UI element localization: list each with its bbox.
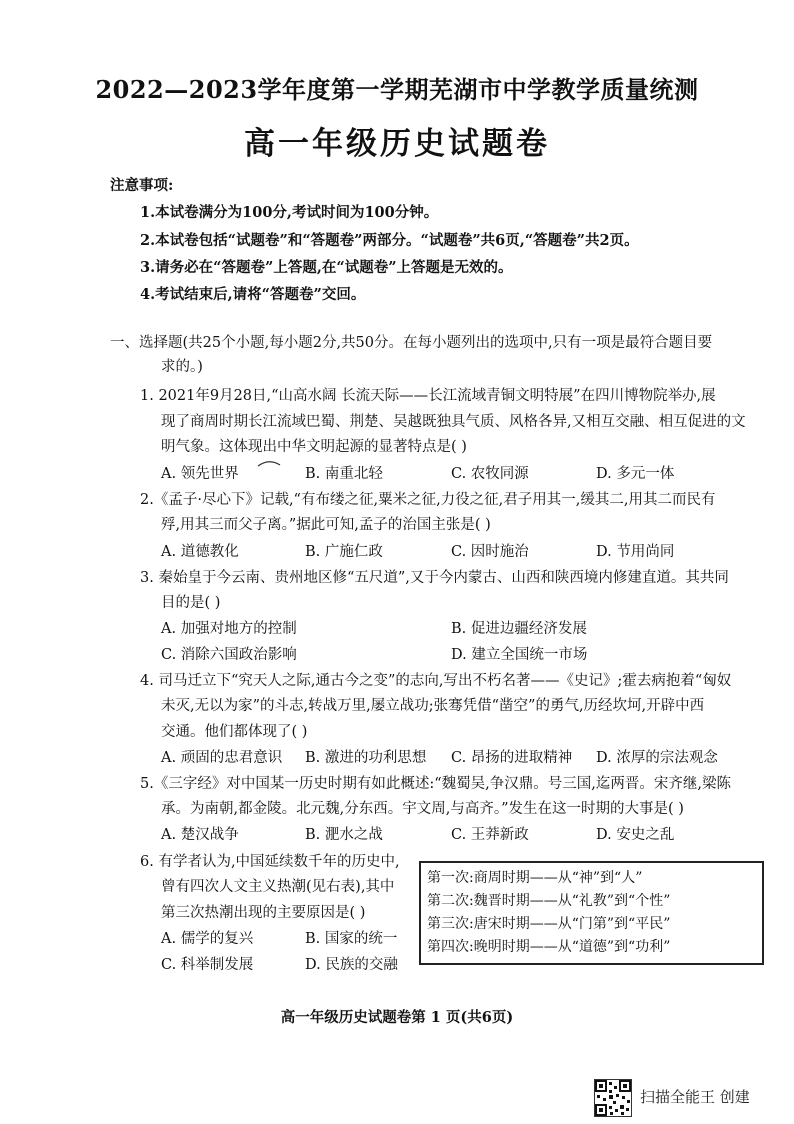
question-4-text: 4. 司马迁立下“究天人之际,通古今之变”的志向,写出不朽名著——《史记》;霍去病抱着“匈奴 <box>140 673 732 689</box>
notice-item: 1.本试卷满分为100分,考试时间为100分钟。 <box>140 204 439 221</box>
exam-subtitle: 高一年级历史试题卷 <box>244 126 550 162</box>
question-6-option-a: A. 儒学的复兴 <box>161 931 254 947</box>
question-5-option-d: D. 安史之乱 <box>596 827 675 843</box>
question-4-option-c: C. 昂扬的进取精神 <box>451 750 573 766</box>
table-row: 第二次:魏晋时期——从“礼教”到“个性” <box>427 893 671 909</box>
notice-item: 2.本试卷包括“试题卷”和“答题卷”两部分。“试题卷”共6页,“答题卷”共2页。 <box>140 232 639 249</box>
question-3-option-a: A. 加强对地方的控制 <box>161 621 297 637</box>
question-3-text: 3. 秦始皇于今云南、贵州地区修“五尺道”,又于今内蒙古、山西和陕西境内修建直道。其共同 <box>140 570 729 586</box>
question-5-option-a: A. 楚汉战争 <box>161 827 239 843</box>
question-1-option-b: B. 南重北轻 <box>305 466 383 482</box>
pen-mark-icon <box>256 458 282 468</box>
question-1-option-c: C. 农牧同源 <box>451 466 529 482</box>
question-3-option-c: C. 消除六国政治影响 <box>161 647 297 663</box>
question-3-text: 目的是( ) <box>161 595 221 611</box>
question-6-text: 6. 有学者认为,中国延续数千年的历史中, <box>140 854 400 870</box>
humanism-table <box>419 861 764 965</box>
notice-item: 4.考试结束后,请将“答题卷”交回。 <box>140 286 366 303</box>
table-row: 第四次:晚明时期——从“道德”到“功利” <box>427 939 671 955</box>
qr-code-icon <box>594 1079 632 1117</box>
question-2-option-c: C. 因时施治 <box>451 544 529 560</box>
question-5-text: 5.《三字经》对中国某一历史时期有如此概述:“魏蜀吴,争汉鼎。号三国,迄两晋。宋齐继,梁陈 <box>140 776 731 792</box>
section-heading-cont: 求的。) <box>161 359 203 375</box>
question-1-option-d: D. 多元一体 <box>596 466 675 482</box>
question-2-option-a: A. 道德教化 <box>161 544 239 560</box>
question-1-text: 1. 2021年9月28日,“山高水阔 长流天际——长江流域青铜文明特展”在四川博物院举办,展 <box>140 388 716 404</box>
question-2-text: 殍,用其三而父子离。”据此可知,孟子的治国主张是( ) <box>161 517 491 533</box>
notice-heading: 注意事项: <box>110 177 174 194</box>
question-2-option-d: D. 节用尚同 <box>596 544 675 560</box>
question-5-option-b: B. 淝水之战 <box>305 827 383 843</box>
scanner-watermark: 扫描全能王 创建 <box>640 1088 750 1106</box>
exam-title: 2022—2023学年度第一学期芜湖市中学教学质量统测 <box>95 75 699 104</box>
question-6-option-c: C. 科举制发展 <box>161 957 254 973</box>
question-5-text: 承。为南朝,都金陵。北元魏,分东西。宇文周,与高齐。”发生在这一时期的大事是( ) <box>161 801 684 817</box>
question-2-option-b: B. 广施仁政 <box>305 544 383 560</box>
question-1-text: 现了商周时期长江流域巴蜀、荆楚、吴越既独具气质、风格各异,又相互交融、相互促进的文 <box>161 414 746 430</box>
question-4-option-b: B. 激进的功利思想 <box>305 750 427 766</box>
question-4-text: 交通。他们都体现了( ) <box>161 724 308 740</box>
question-4-option-d: D. 浓厚的宗法观念 <box>596 750 718 766</box>
question-1-text: 明气象。这体现出中华文明起源的显著特点是( ) <box>161 439 467 455</box>
section-heading: 一、选择题(共25个小题,每小题2分,共50分。在每小题列出的选项中,只有一项是最符合题目要 <box>110 335 713 351</box>
question-3-option-d: D. 建立全国统一市场 <box>451 647 588 663</box>
question-6-text: 曾有四次人文主义热潮(见右表),其中 <box>161 879 395 895</box>
notice-item: 3.请务必在“答题卷”上答题,在“试题卷”上答题是无效的。 <box>140 259 513 276</box>
question-6-option-b: B. 国家的统一 <box>305 931 398 947</box>
question-4-option-a: A. 顽固的忠君意识 <box>161 750 283 766</box>
question-2-text: 2.《孟子·尽心下》记载,“有布缕之征,粟米之征,力役之征,君子用其一,缓其二,用其二而民有 <box>140 492 716 508</box>
table-row: 第一次:商周时期——从“神”到“人” <box>427 870 643 886</box>
question-6-option-d: D. 民族的交融 <box>305 957 398 973</box>
question-3-option-b: B. 促进边疆经济发展 <box>451 621 587 637</box>
page-footer: 高一年级历史试题卷第 1 页(共6页) <box>280 1009 514 1026</box>
question-4-text: 未灭,无以为家”的斗志,转战万里,屡立战功;张骞凭借“凿空”的勇气,历经坎坷,开辟中西 <box>161 698 705 714</box>
question-5-option-c: C. 王莽新政 <box>451 827 529 843</box>
question-1-option-a: A. 领先世界 <box>161 466 239 482</box>
question-6-text: 第三次热潮出现的主要原因是( ) <box>161 905 366 921</box>
table-row: 第三次:唐宋时期——从“门第”到“平民” <box>427 916 671 932</box>
